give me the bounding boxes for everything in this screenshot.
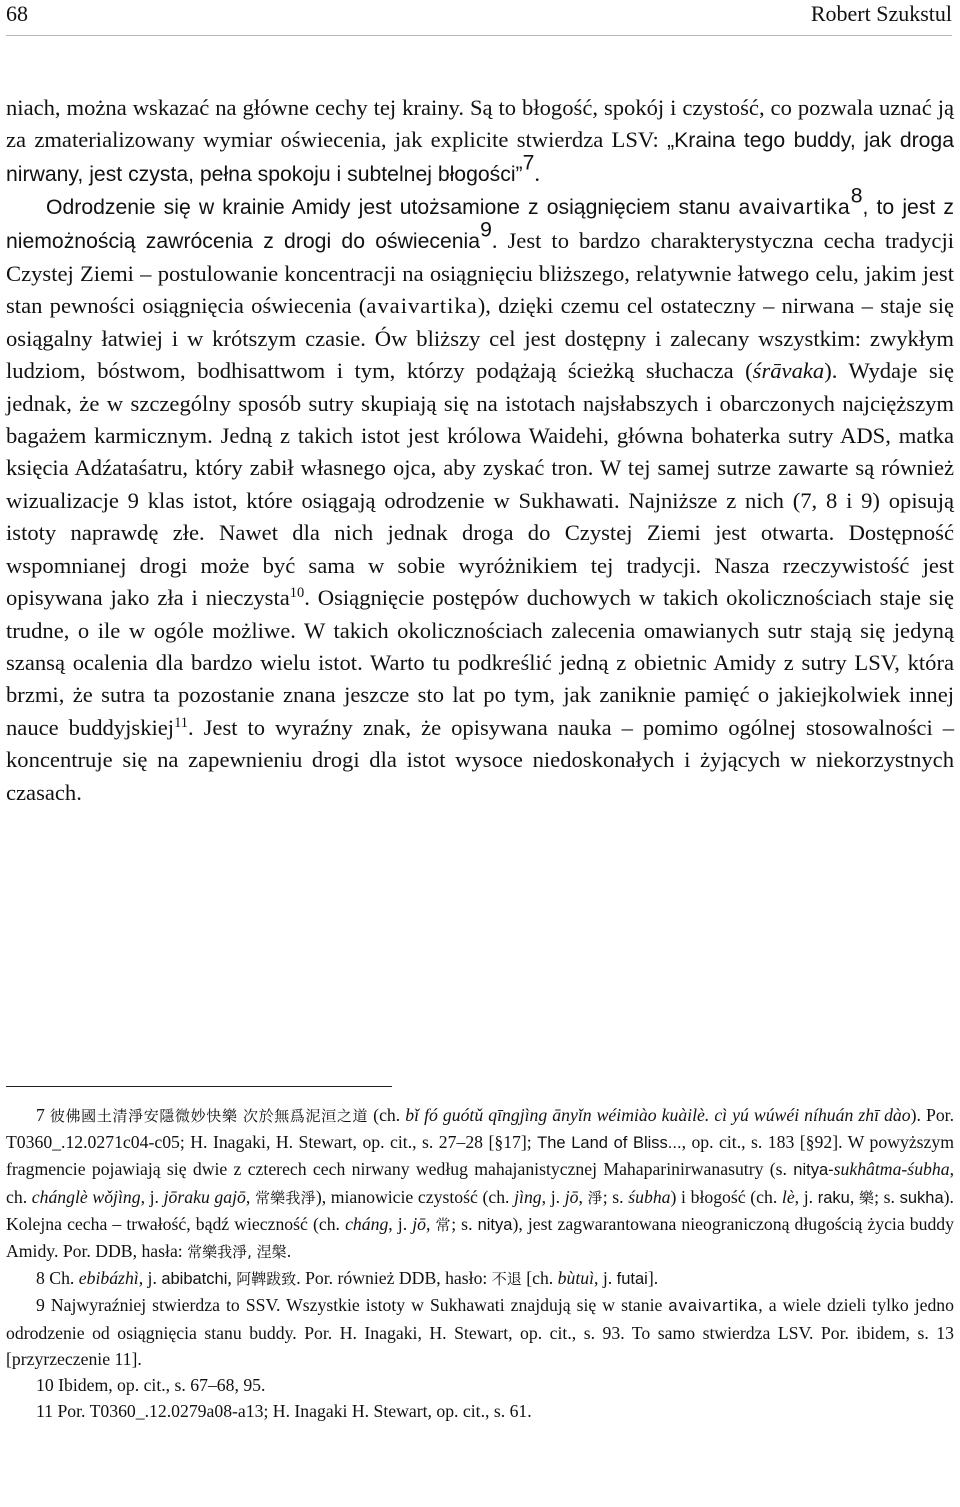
term: avaivartika: [366, 293, 478, 319]
text-run: . Osiągnięcie postępów duchowych w takich okolicznościach staje się trudne, o ile w ogóle możliwe. W takich okolicznościach zalecenia omawianych sutr stają się jedyną szansą ocalenia dla bardzo wielu istot. Warto tu podkreślić jedną z obietnic Amidy z sutry LSV, która brzmi, że sutra ta pozostanie znana jeszcze sto lat po tym, jak zaniknie pamięć o jakiejkolwiek innej nauce buddyjskiej: [6, 585, 955, 740]
text-run: . Jest to wyraźny znak, że opisywana nauka – pomimo ogólnej stosowalności – koncentruje się na zapewnieniu drogi dla istot wysoce niedoskonałych i żyjących w niekorzystnych czasach.: [6, 714, 954, 805]
term: avaivartika: [738, 196, 851, 220]
footnote-ref: 11: [174, 714, 189, 731]
page-number: 68: [6, 1, 28, 26]
page-header: [6, 0, 952, 36]
footnote-7: 7 彼佛國土清淨安隱微妙快樂 次於無爲泥洹之道 (ch. bǐ fó guótǔ qīngjìng ānyǐn wéimiào kuàilè. cì yú wúwéi níhuán zhī dào). Por. T0360_.12.0271c04-c05; H. Inagaki, H. Stewart, op. cit., s. 27–28 [§17]; The Land of Bliss..., op. cit., s. 183 [§92]. W powyższym fragmencie pojawiają się dwie z czterech cech nirwany według mahajanistycznej Mahaparinirwanasutry (s. nitya-sukhâtma-śubha, ch. chánglè wǒjìng, j. jōraku gajō, 常樂我淨), mianowicie czystość (ch. jìng, j. jō, 淨; s. śubha) i błogość (ch. lè, j. raku, 樂; s. sukha). Kolejna cecha – trwałość, bądź wieczność (ch. cháng, j. jō, 常; s. nitya), jest zagwarantowana nieograniczoną długością życia buddy Amidy. Por. DDB, hasła: 常樂我淨, 涅槃.: [6, 1105, 955, 1262]
footnote-ref: 8: [850, 184, 863, 208]
footnote-number: 8: [36, 1268, 45, 1289]
running-head-author: Robert Szukstul: [810, 1, 952, 26]
footnote-8: 8 Ch. ebibázhì, j. abibatchi, 阿鞞跋致. Por. również DDB, hasło: 不退 [ch. bùtuì, j. futai].: [36, 1268, 659, 1289]
footnote-number: 10: [36, 1375, 54, 1396]
footnote-10: 10 Ibidem, op. cit., s. 67–68, 95.: [36, 1375, 266, 1396]
footnotes: [6, 1102, 954, 1424]
footnote-number: 11: [36, 1401, 54, 1422]
footnote-11: 11 Por. T0360_.12.0279a08-a13; H. Inagaki H. Stewart, op. cit., s. 61.: [36, 1401, 532, 1422]
quotation: „Kraina tego buddy, jak droga nirwany, jest czysta, pełna spokoju i subtelnej błogości”: [6, 129, 955, 186]
footnote-9: 9 Najwyraźniej stwierdza to SSV. Wszystkie istoty w Sukhawati znajdują się w stanie avaivartika, a wiele dzieli tylko jedno odrodzenie od osiągnięcia stanu buddy. Por. H. Inagaki, H. Stewart, op. cit., s. 93. To samo stwierdza LSV. Por. ibidem, s. 13 [przyrzeczenie 11].: [6, 1295, 954, 1369]
footnote-ref: 10: [289, 585, 305, 602]
cjk-text: 彼佛國土清淨安隱微妙快樂 次於無爲泥洹之道: [49, 1107, 369, 1125]
paragraph: [6, 92, 954, 191]
text-run: ), dzięki czemu cel ostateczny – nirwana – staje się osiągalny łatwiej i w krótszym czasie. Ów bliższy cel jest dostępny i zalecany wszystkim: zwykłym ludziom, bóstwom, bodhisattwom i tym, którzy podążają ścieżką słuchacza (: [6, 293, 955, 384]
text-run: Odrodzenie się w krainie Amidy jest utożsamione z osiągnięciem stanu: [46, 196, 739, 220]
footnote-separator: [6, 1086, 392, 1087]
footnote-number: 9: [36, 1295, 45, 1316]
text-run: ). Wydaje się jednak, że w szczególny sposób sutry skupiają się na istotach najsłabszych i obarczonych najcięższym bagażem karmicznym. Jedną z takich istot jest królowa Waidehi, główna bohaterka sutry ADS, matka księcia Adźataśatru, który zabił własnego ojca, aby zyskać tron. W tej samej sutrze zawarte są również wizualizacje 9 klas istot, które osiągają odrodzenie w Sukhawati. Najniższe z nich (7, 8 i 9) opisują istoty naprawdę złe. Nawet dla nich jednak droga do Czystej Ziemi jest otwarta. Dostępność wspomnianej drogi może być sama w sobie wyróżnikiem tej tradycji. Nasza rzeczywistość jest opisywana jako zła i nieczysta: [6, 358, 954, 611]
footnote-ref: 7: [522, 151, 535, 175]
text-run: . Jest to bardzo charakterystyczna cecha tradycji Czystej Ziemi – postulowanie koncentracji na osiągnięciu bliższego, relatywnie łatwego celu, jakim jest stan pewności osiągnięcia oświecenia (: [6, 227, 954, 319]
text-run: , to jest z niemożnością zawrócenia z drogi do oświecenia: [6, 196, 954, 253]
text-run: niach, można wskazać na główne cechy tej krainy. Są to błogość, spokój i czystość, co pozwala uznać ją za zmaterializowany wymiar oświecenia, jak explicite stwierdza LSV:: [6, 95, 954, 153]
main-text: [6, 92, 954, 809]
footnote-ref: 9: [480, 217, 492, 241]
term-italic: śrāvaka: [752, 358, 825, 384]
footnote-number: 7: [36, 1105, 45, 1125]
text-run: .: [534, 160, 541, 186]
header-rule: [6, 35, 952, 36]
paragraph: [6, 184, 955, 809]
